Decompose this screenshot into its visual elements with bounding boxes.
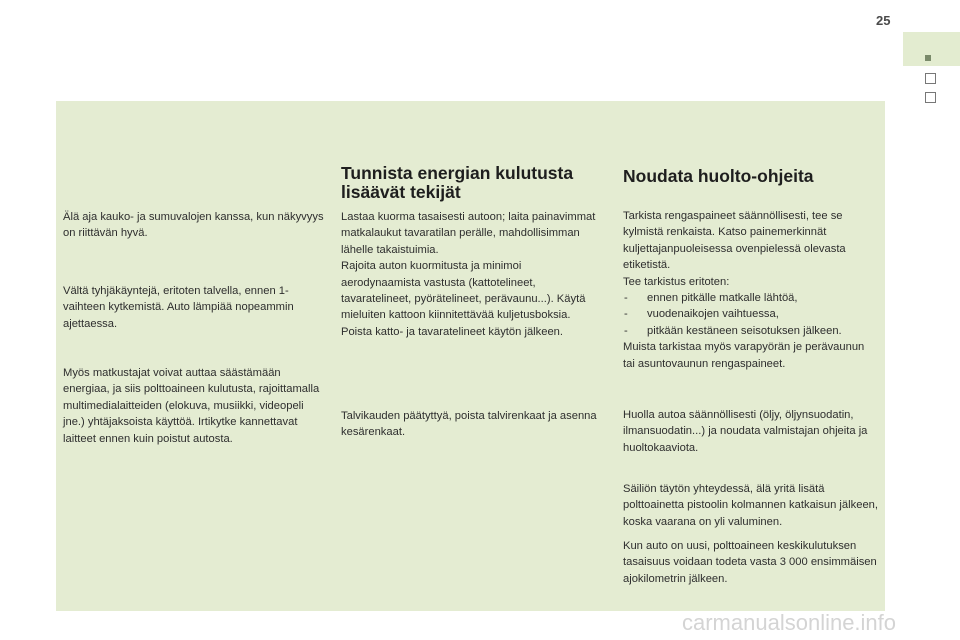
right-paragraph: Tarkista rengaspaineet säännöllisesti, tee se kylmistä renkaista. Katso painemerkinnät kuljettajanpuoleisessa ovenpielessä olevasta etiketistä. — [623, 210, 846, 272]
left-paragraph: Vältä tyhjäkäyntejä, eritoten talvella, ennen 1-vaihteen kytkemistä. Auto lämpiää nopeammin ajettaessa. — [63, 285, 294, 330]
right-heading: Noudata huolto-ohjeita — [623, 166, 814, 186]
page-number: 25 — [876, 13, 891, 28]
middle-paragraph: Rajoita auton kuormitusta ja minimoi aerodynaamista vastusta (kattotelineet, tavaratelineet, pyörätelineet, perävaunu...). Käytä mieluiten kattoon kiinnitettävää kuljetusboksia. — [341, 260, 586, 322]
square-icon — [925, 73, 936, 84]
middle-heading: Tunnista energian kulutusta lisäävät tekijät — [341, 163, 574, 202]
corner-tab — [903, 32, 960, 66]
middle-column — [341, 163, 599, 439]
middle-paragraph: Poista katto- ja tavaratelineet käytön jälkeen. — [341, 325, 564, 338]
right-paragraph: Muista tarkistaa myös varapyörän je perävaunun tai asuntovaunun rengaspaineet. — [623, 341, 865, 370]
right-paragraph: Säiliön täytön yhteydessä, älä yritä lisätä polttoainetta pistoolin kolmannen katkaisun jälkeen, koska vaarana on yli valuminen. — [623, 483, 878, 528]
right-column — [623, 166, 879, 585]
check-list — [623, 290, 879, 339]
middle-paragraph: Lastaa kuorma tasaisesti autoon; laita painavimmat matkalaukut tavaratilan perälle, mahdollisimman lähelle takaistuimia. — [341, 211, 596, 256]
middle-paragraph: Talvikauden päätyttyä, poista talvirenkaat ja asenna kesärenkaat. — [341, 410, 597, 439]
right-paragraph: Tee tarkistus eritoten: — [623, 275, 730, 288]
square-icon — [925, 92, 936, 103]
right-paragraph: Kun auto on uusi, polttoaineen keskikulutuksen tasaisuus voidaan todeta vasta 3 000 ensimmäisen ajokilometrin jälkeen. — [623, 540, 877, 585]
left-paragraph: Myös matkustajat voivat auttaa säästämään energiaa, ja siis polttoaineen kulutusta, rajoittamalla multimedialaitteiden (elokuva, musiikki, videopeli jne.) yhtäjaksoista käyttöä. Irtikytke kannettavat laitteet ennen kuin poistut autosta. — [63, 367, 320, 445]
right-paragraph: Huolla autoa säännöllisesti (öljy, öljynsuodatin, ilmansuodatin...) ja noudata valmistajan ohjeita ja huoltokaaviota. — [623, 409, 868, 454]
list-item: - pitkään kestäneen seisotuksen jälkeen. — [623, 323, 879, 339]
watermark: carmanualsonline.info — [682, 610, 897, 635]
list-item: - ennen pitkälle matkalle lähtöä, — [623, 290, 879, 306]
list-item: - vuodenaikojen vaihtuessa, — [623, 306, 879, 322]
corner-tab-marker — [925, 55, 931, 61]
left-paragraph: Älä aja kauko- ja sumuvalojen kanssa, kun näkyvyys on riittävän hyvä. — [63, 211, 324, 240]
